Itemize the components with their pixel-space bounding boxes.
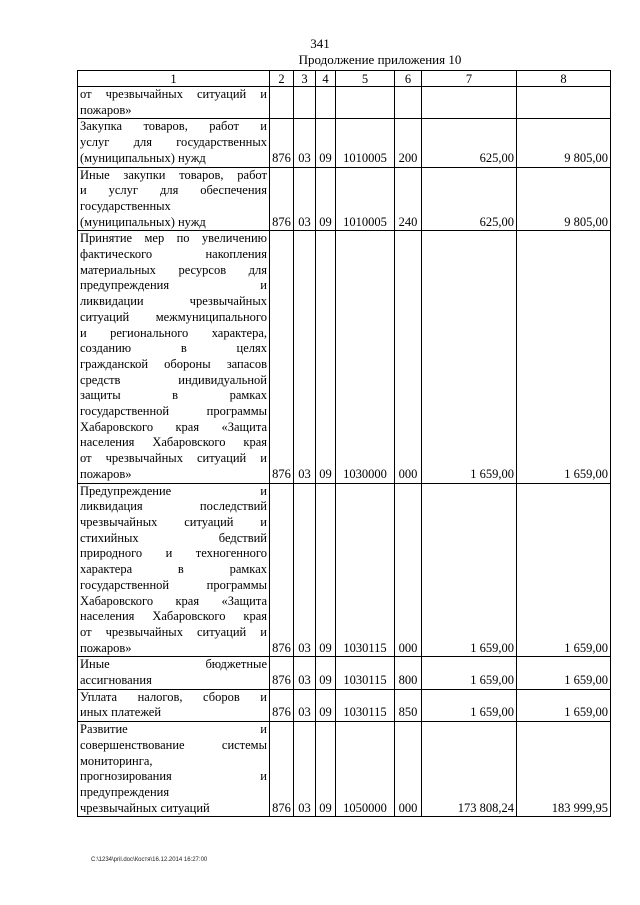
row-name (78, 657, 270, 689)
ministry-code-cell: 876 (270, 657, 294, 689)
row-name-line: характера в рамках (80, 562, 267, 577)
row-name-line: и услуг для обеспечения (80, 183, 267, 198)
row-name-line: гражданской обороны запасов (80, 356, 267, 371)
row-name-line: Предупреждение и (80, 483, 267, 498)
amount-year-2-cell: 1 659,00 (517, 689, 611, 721)
row-name-line: чрезвычайных ситуаций и (80, 514, 267, 529)
row-name-line: ликвидации чрезвычайных (80, 294, 267, 309)
column-header-8: 8 (517, 71, 611, 87)
subsection-code-cell (316, 87, 336, 119)
target-article-cell: 1030115 (336, 483, 395, 657)
ministry-code-cell: 876 (270, 119, 294, 167)
row-name-line: ликвидация последствий (80, 499, 267, 514)
column-header-3: 3 (294, 71, 316, 87)
row-name-line: прогнозирования и (80, 769, 267, 784)
table-row (78, 722, 611, 817)
row-name-line: (муниципальных) нужд (80, 150, 206, 165)
row-name (78, 722, 270, 817)
row-name-line: государственной программы (80, 577, 267, 592)
amount-year-1-cell: 1 659,00 (422, 483, 517, 657)
section-code-cell (294, 87, 316, 119)
section-code-cell: 03 (294, 483, 316, 657)
section-code-cell: 03 (294, 119, 316, 167)
row-name (78, 87, 270, 119)
subsection-code-cell: 09 (316, 722, 336, 817)
row-name-line: средств индивидуальной (80, 372, 267, 387)
row-name-line: от чрезвычайных ситуаций и (80, 624, 267, 639)
ministry-code-cell (270, 87, 294, 119)
section-code-cell: 03 (294, 689, 316, 721)
row-name (78, 167, 270, 231)
ministry-code-cell: 876 (270, 231, 294, 483)
row-name-line: пожаров» (80, 640, 132, 655)
row-name-line: Уплата налогов, сборов и (80, 689, 267, 704)
target-article-cell: 1030000 (336, 231, 395, 483)
row-name (78, 119, 270, 167)
row-name-line: фактического накопления (80, 247, 267, 262)
row-name-line: и регионального характера, (80, 325, 267, 340)
amount-year-1-cell: 1 659,00 (422, 657, 517, 689)
amount-year-1-cell: 1 659,00 (422, 231, 517, 483)
amount-year-2-cell: 9 805,00 (517, 167, 611, 231)
target-article-cell: 1010005 (336, 167, 395, 231)
column-header-6: 6 (395, 71, 422, 87)
target-article-cell: 1030115 (336, 689, 395, 721)
table-row (78, 87, 611, 119)
row-name-line: природного и техногенного (80, 546, 267, 561)
row-name-line: населения Хабаровского края (80, 609, 267, 624)
expense-type-cell: 000 (395, 722, 422, 817)
row-name-line: защиты в рамках (80, 388, 267, 403)
row-name (78, 689, 270, 721)
row-name-line: Иные бюджетные (80, 657, 267, 672)
target-article-cell: 1030115 (336, 657, 395, 689)
appendix-subtitle: Продолжение приложения 10 (298, 52, 462, 67)
row-name (78, 483, 270, 657)
expense-type-cell: 850 (395, 689, 422, 721)
section-code-cell: 03 (294, 231, 316, 483)
table-row (78, 119, 611, 167)
row-name-line: населения Хабаровского края (80, 435, 267, 450)
section-code-cell: 03 (294, 167, 316, 231)
table-row (78, 483, 611, 657)
row-name-line: ситуаций межмуниципального (80, 309, 267, 324)
row-name-line: пожаров» (80, 466, 132, 481)
subsection-code-cell: 09 (316, 167, 336, 231)
column-header-5: 5 (336, 71, 395, 87)
subsection-code-cell: 09 (316, 231, 336, 483)
row-name-line: предупреждения и (80, 278, 267, 293)
target-article-cell: 1050000 (336, 722, 395, 817)
row-name-line: Хабаровского края «Защита (80, 593, 267, 608)
column-header-4: 4 (316, 71, 336, 87)
ministry-code-cell: 876 (270, 483, 294, 657)
row-name-line: Развитие и (80, 722, 267, 737)
target-article-cell (336, 87, 395, 119)
table-row (78, 657, 611, 689)
amount-year-2-cell: 1 659,00 (517, 483, 611, 657)
row-name-line: государственных (80, 198, 171, 213)
row-name-line: от чрезвычайных ситуаций и (80, 87, 267, 101)
row-name-line: созданию в целях (80, 341, 267, 356)
row-name-line: услуг для государственных (80, 135, 267, 150)
expense-type-cell: 000 (395, 231, 422, 483)
table-header-row (78, 71, 611, 87)
amount-year-2-cell (517, 87, 611, 119)
expense-type-cell: 240 (395, 167, 422, 231)
section-code-cell: 03 (294, 722, 316, 817)
amount-year-1-cell: 173 808,24 (422, 722, 517, 817)
subsection-code-cell: 09 (316, 689, 336, 721)
column-header-1: 1 (78, 71, 270, 87)
page-number: 341 (310, 36, 330, 51)
row-name (78, 231, 270, 483)
amount-year-1-cell: 1 659,00 (422, 689, 517, 721)
ministry-code-cell: 876 (270, 689, 294, 721)
row-name-line: стихийных бедствий (80, 530, 267, 545)
amount-year-1-cell: 625,00 (422, 167, 517, 231)
budget-table (77, 70, 611, 817)
row-name-line: совершенствование системы (80, 737, 267, 752)
table-row (78, 231, 611, 483)
subsection-code-cell: 09 (316, 483, 336, 657)
row-name-line: мониторинга, (80, 753, 153, 768)
amount-year-2-cell: 9 805,00 (517, 119, 611, 167)
expense-type-cell (395, 87, 422, 119)
expense-type-cell: 000 (395, 483, 422, 657)
target-article-cell: 1010005 (336, 119, 395, 167)
subsection-code-cell: 09 (316, 119, 336, 167)
expense-type-cell: 200 (395, 119, 422, 167)
amount-year-1-cell (422, 87, 517, 119)
row-name-line: (муниципальных) нужд (80, 214, 206, 229)
file-path-footer: C:\1234\pril.doc\Костя\16.12.2014 16:27:00 (91, 857, 208, 863)
subsection-code-cell: 09 (316, 657, 336, 689)
table-row (78, 689, 611, 721)
column-header-7: 7 (422, 71, 517, 87)
row-name-line: иных платежей (80, 705, 162, 720)
row-name-line: пожаров» (80, 102, 132, 117)
row-name-line: государственной программы (80, 404, 267, 419)
column-header-2: 2 (270, 71, 294, 87)
row-name-line: от чрезвычайных ситуаций и (80, 451, 267, 466)
amount-year-2-cell: 183 999,95 (517, 722, 611, 817)
row-name-line: Закупка товаров, работ и (80, 119, 267, 134)
amount-year-2-cell: 1 659,00 (517, 231, 611, 483)
ministry-code-cell: 876 (270, 167, 294, 231)
row-name-line: предупреждения (80, 784, 170, 799)
row-name-line: Хабаровского края «Защита (80, 419, 267, 434)
row-name-line: ассигнования (80, 673, 152, 688)
row-name-line: Иные закупки товаров, работ (80, 167, 267, 182)
section-code-cell: 03 (294, 657, 316, 689)
amount-year-1-cell: 625,00 (422, 119, 517, 167)
row-name-line: чрезвычайных ситуаций (80, 800, 210, 815)
amount-year-2-cell: 1 659,00 (517, 657, 611, 689)
row-name-line: материальных ресурсов для (80, 262, 267, 277)
table-row (78, 167, 611, 231)
table-body (78, 87, 611, 817)
ministry-code-cell: 876 (270, 722, 294, 817)
row-name-line: Принятие мер по увеличению (80, 231, 267, 246)
expense-type-cell: 800 (395, 657, 422, 689)
